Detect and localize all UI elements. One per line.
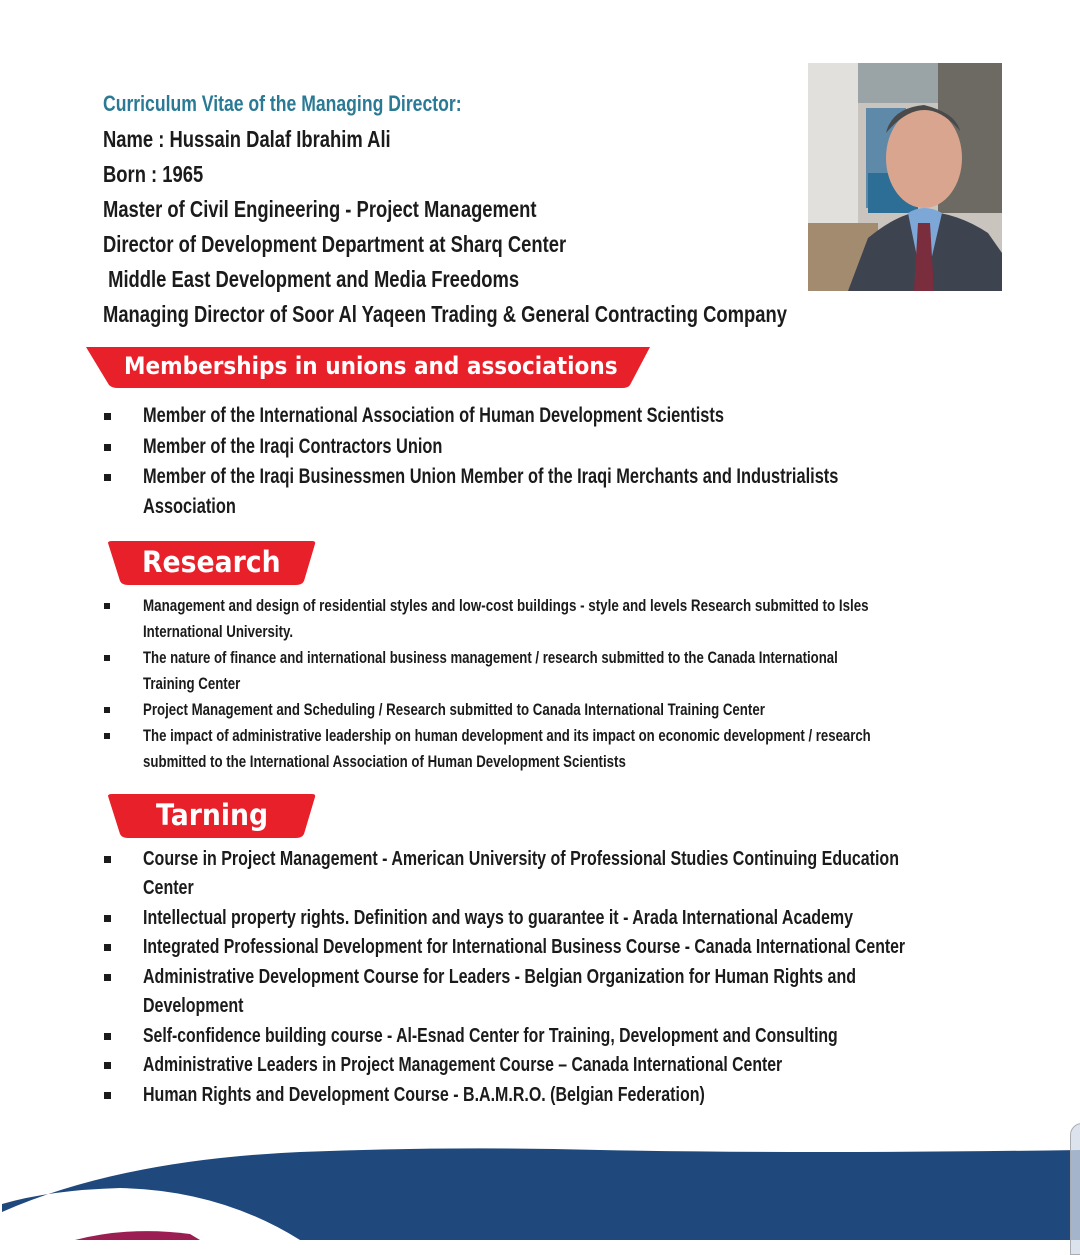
memberships-heading: Memberships in unions and associations bbox=[124, 352, 618, 380]
bullet-icon bbox=[104, 474, 111, 481]
membership-text: Member of the Iraqi Contractors Union bbox=[143, 435, 443, 458]
bullet-icon bbox=[104, 856, 111, 863]
decorative-wave bbox=[0, 1100, 1080, 1240]
memberships-banner bbox=[84, 345, 652, 389]
membership-text: Member of the Iraqi Businessmen Union Member of the Iraqi Merchants and Industrialists bbox=[143, 465, 839, 488]
membership-text-continued: Association bbox=[143, 495, 236, 518]
bullet-icon bbox=[104, 1092, 111, 1099]
training-text: Human Rights and Development Course - B.A.M.R.O. (Belgian Federation) bbox=[143, 1084, 705, 1106]
bullet-icon bbox=[104, 1062, 111, 1069]
research-text-continued: International University. bbox=[143, 622, 294, 641]
bullet-icon bbox=[104, 603, 110, 609]
position-line: Director of Development Department at Sharq Center bbox=[103, 231, 567, 257]
training-text: Integrated Professional Development for International Business Course - Canada International Center bbox=[143, 936, 906, 958]
wave-blue-shape bbox=[2, 1148, 1080, 1240]
research-text-continued: Training Center bbox=[143, 674, 241, 693]
bullet-icon bbox=[104, 944, 111, 951]
bullet-icon bbox=[104, 444, 111, 451]
research-banner bbox=[106, 540, 318, 586]
cv-title: Curriculum Vitae of the Managing Director: bbox=[103, 91, 462, 116]
research-text: Management and design of residential styles and low-cost buildings - style and levels Research submitted to Isles bbox=[143, 596, 869, 615]
portrait-photo bbox=[808, 63, 1002, 291]
bullet-icon bbox=[104, 733, 110, 739]
training-text-continued: Development bbox=[143, 995, 244, 1017]
portrait-illustration bbox=[808, 63, 1002, 291]
research-text: The impact of administrative leadership on human development and its impact on economic development / research bbox=[143, 726, 871, 745]
organization-line: Middle East Development and Media Freedoms bbox=[103, 266, 520, 292]
training-heading: Tarning bbox=[156, 798, 269, 832]
training-text: Intellectual property rights. Definition and ways to guarantee it - Arada International Academy bbox=[143, 907, 854, 929]
degree-line: Master of Civil Engineering - Project Management bbox=[103, 196, 537, 222]
born-line: Born : 1965 bbox=[103, 161, 204, 187]
bullet-icon bbox=[104, 974, 111, 981]
bullet-icon bbox=[104, 413, 111, 420]
membership-text: Member of the International Association of Human Development Scientists bbox=[143, 404, 724, 427]
training-text: Self-confidence building course - Al-Esnad Center for Training, Development and Consulting bbox=[143, 1025, 838, 1047]
training-text: Administrative Leaders in Project Management Course – Canada International Center bbox=[143, 1054, 783, 1076]
side-scroll-panel[interactable] bbox=[1070, 1123, 1080, 1255]
training-banner bbox=[106, 793, 318, 839]
bullet-icon bbox=[104, 707, 110, 713]
bullet-icon bbox=[104, 655, 110, 661]
bullet-icon bbox=[104, 1033, 111, 1040]
training-text: Administrative Development Course for Leaders - Belgian Organization for Human Rights and bbox=[143, 966, 856, 988]
name-line: Name : Hussain Dalaf Ibrahim Ali bbox=[103, 126, 391, 152]
training-text: Course in Project Management - American University of Professional Studies Continuing Education bbox=[143, 848, 899, 870]
research-text: The nature of finance and international business management / research submitted to the Canada International bbox=[143, 648, 838, 667]
research-text-continued: submitted to the International Association of Human Development Scientists bbox=[143, 752, 626, 771]
bullet-icon bbox=[104, 915, 111, 922]
wave-maroon-shape bbox=[75, 1231, 200, 1240]
company-line: Managing Director of Soor Al Yaqeen Trading & General Contracting Company bbox=[103, 301, 787, 327]
research-text: Project Management and Scheduling / Research submitted to Canada International Training Center bbox=[143, 700, 765, 719]
training-text-continued: Center bbox=[143, 877, 194, 899]
research-heading: Research bbox=[142, 545, 281, 579]
